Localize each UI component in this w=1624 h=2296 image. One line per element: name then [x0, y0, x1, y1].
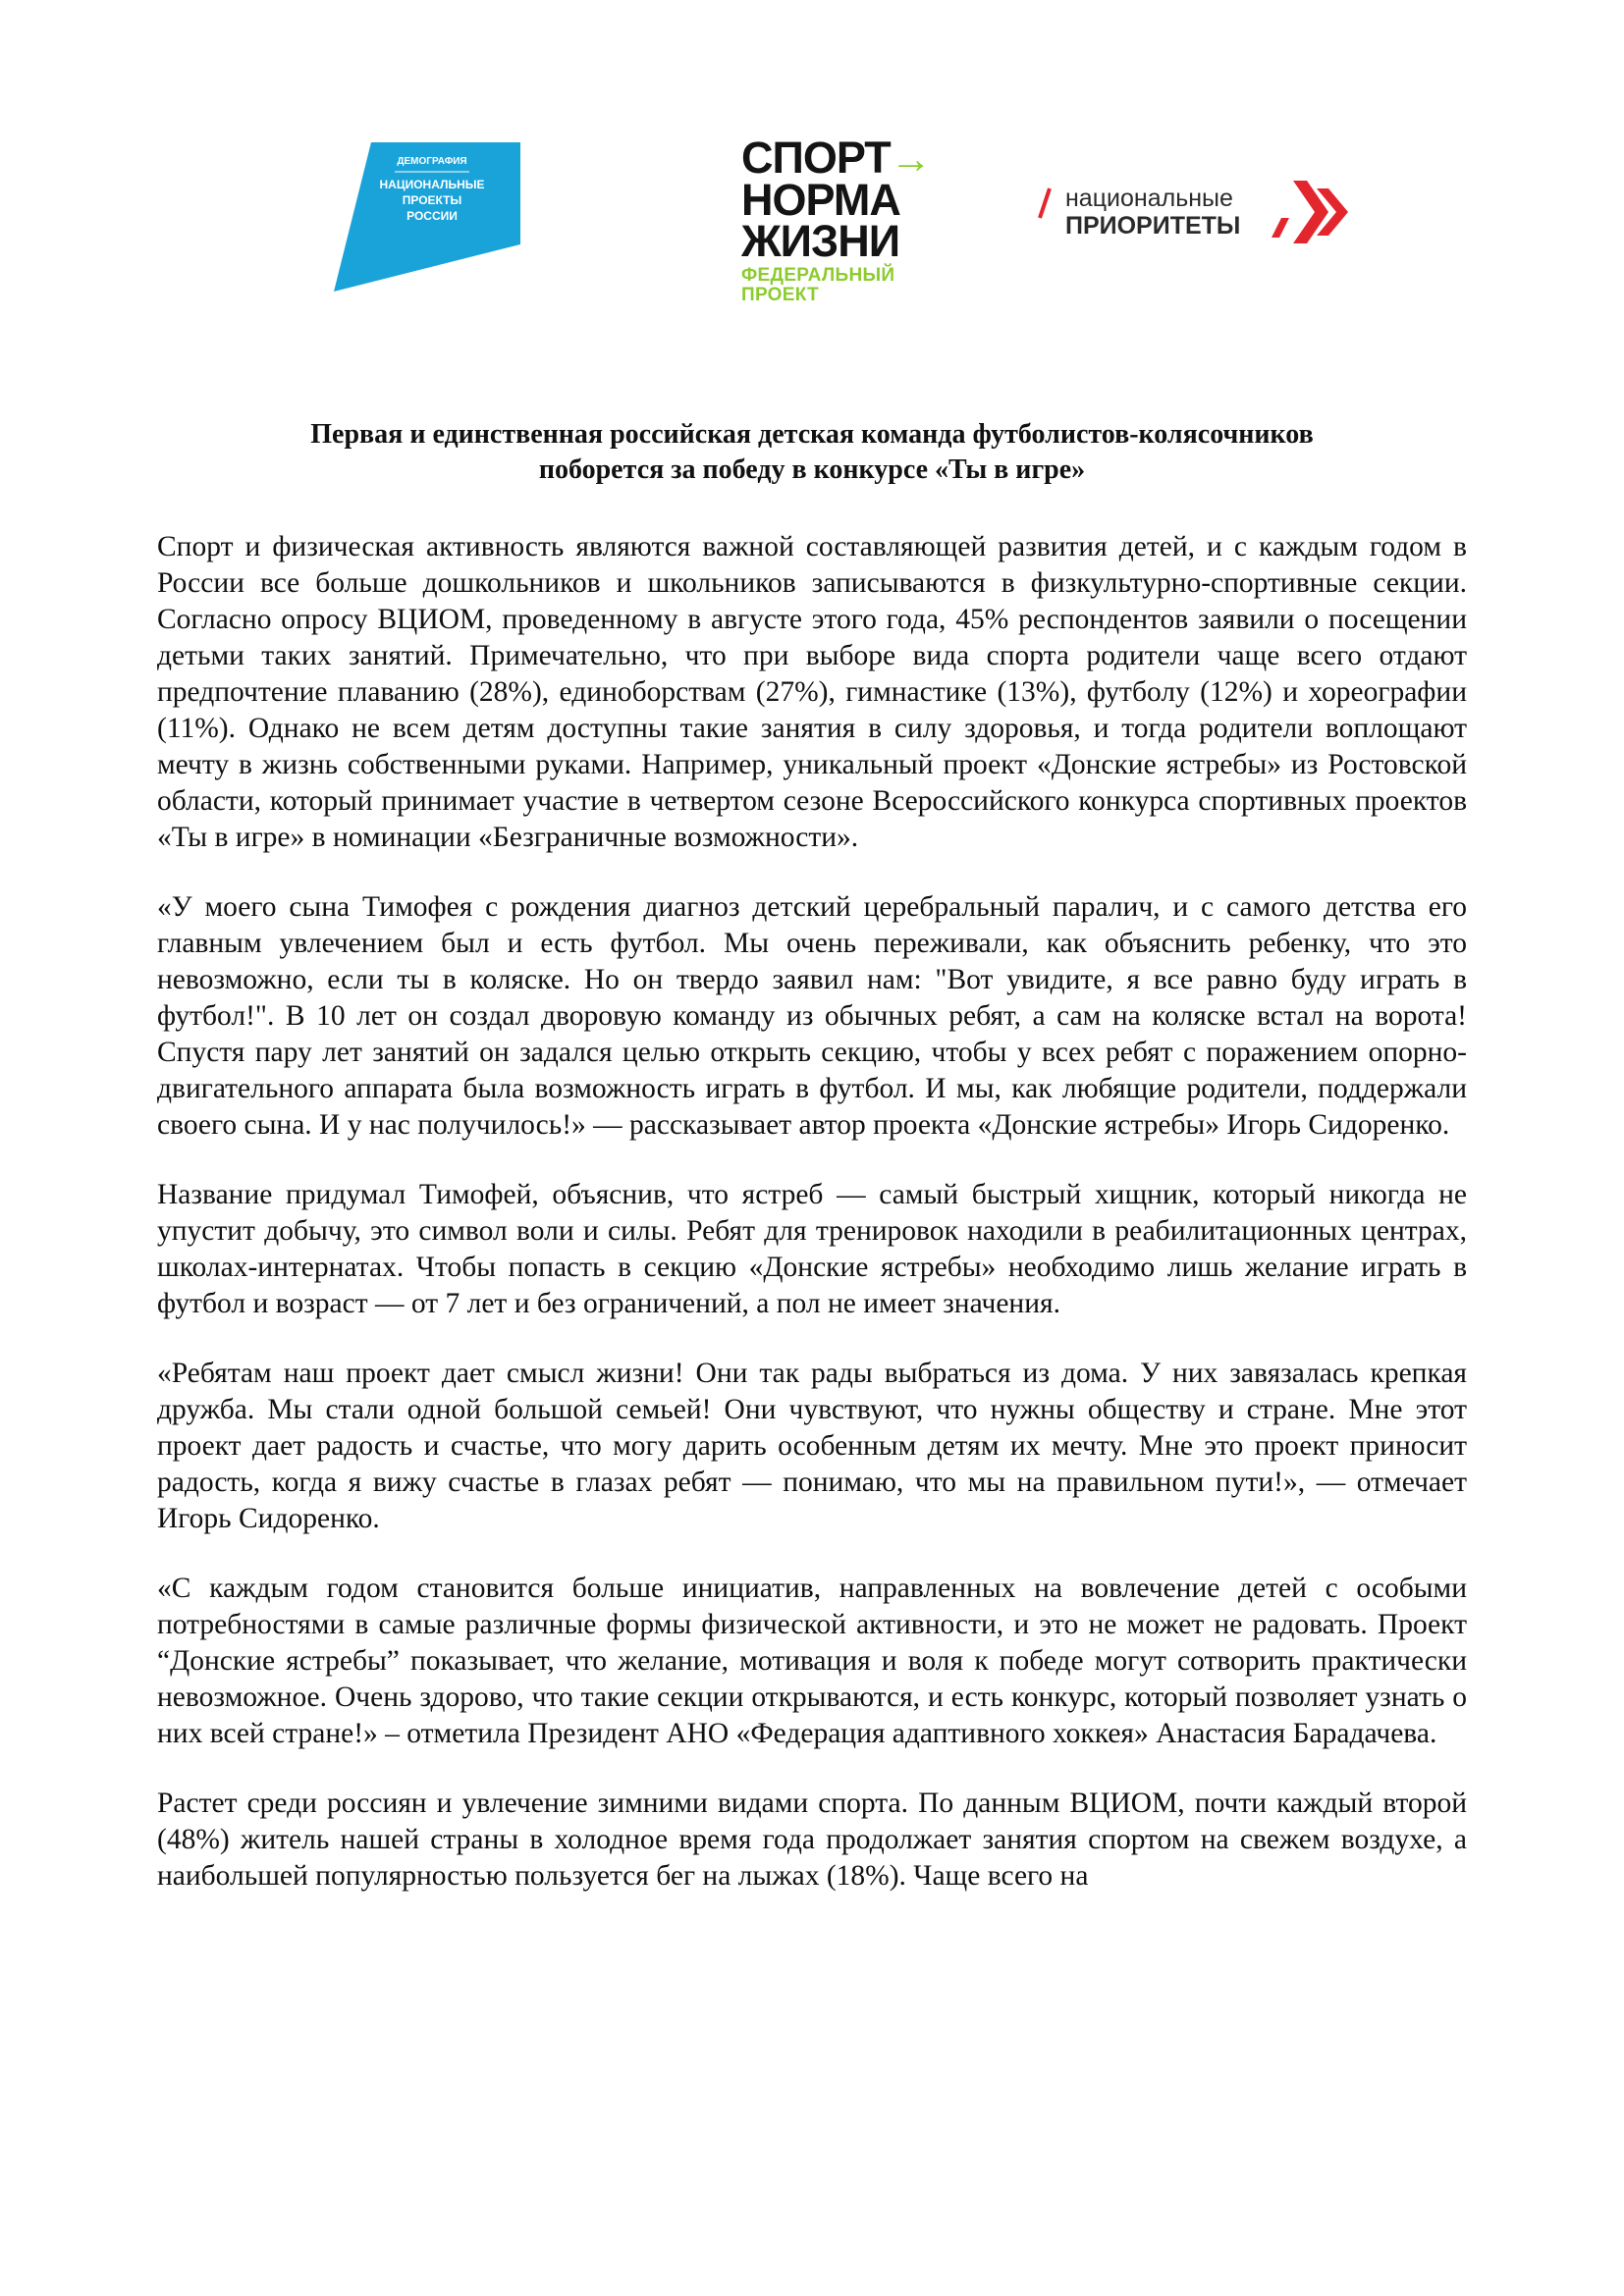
national-priorities-logo	[1036, 179, 1360, 245]
logo-header	[0, 0, 1624, 324]
priorities-chevrons-icon	[1272, 181, 1348, 243]
demografia-line1: НАЦИОНАЛЬНЫЕ	[379, 178, 485, 191]
arrow-right-icon: →	[890, 135, 931, 182]
article-body	[157, 529, 1467, 1895]
sport-line3: ЖИЗНИ	[741, 216, 900, 266]
sport-sub2: ПРОЕКТ	[741, 285, 820, 305]
sport-sub1: ФЕДЕРАЛЬНЫЙ	[741, 265, 895, 286]
demografia-logo	[334, 142, 520, 292]
sport-norma-zhizni-logo	[741, 133, 931, 312]
demografia-line2: ПРОЕКТЫ	[402, 193, 462, 207]
paragraph-quote-sidorenko: «У моего сына Тимофея с рождения диагноз детский церебральный паралич, и с самого детства его главным увлечением был и есть футбол. Мы очень переживали, как объяснить ребенку, что это невозможно, если ты в коляске. Но он твердо заявил нам: "Вот увидите, я все равно буду играть в футбол!". В 10 лет он создал дворовую команду из обычных ребят, а сам на коляске встал на ворота! Спустя пару лет занятий он задался целью открыть секцию, чтобы у всех ребят с поражением опорно-двигательного аппарата была возможность играть в футбол. И мы, как любящие родители, поддержали своего сына. И у нас получилось!» — рассказывает автор проекта «Донские ястребы» Игорь Сидоренко.	[157, 891, 1467, 1141]
priorities-slash-icon	[1040, 188, 1050, 218]
paragraph-winter-sports: Растет среди россиян и увлечение зимними видами спорта. По данным ВЦИОМ, почти каждый второй (48%) житель нашей страны в холодное время года продолжает занятия спортом на свежем воздухе, а наибольшей популярностью пользуется бег на лыжах (18%). Чаще всего на	[157, 1788, 1467, 1892]
sport-word-sport: СПОРТ	[741, 133, 891, 183]
priorities-line1: национальные	[1065, 185, 1233, 212]
demografia-label: ДЕМОГРАФИЯ	[397, 156, 467, 167]
title-line2: поборется за победу в конкурсе «Ты в игре»	[538, 454, 1086, 485]
sport-line1	[741, 133, 931, 183]
sport-federal-label	[741, 266, 908, 305]
page-title	[157, 417, 1467, 488]
paragraph-quote-project: «Ребятам наш проект дает смысл жизни! Они так рады выбраться из дома. У них завязалась крепкая дружба. Мы стали одной большой семьей! Они чувствуют, что нужны обществу и стране. Мне этот проект дает радость и счастье, что могу дарить особенным детям их мечту. Мне это проект приносит радость, когда я вижу счастье в глазах ребят — понимаю, что мы на правильном пути!», — отмечает Игорь Сидоренко.	[157, 1358, 1467, 1534]
demografia-line3: РОССИИ	[406, 209, 458, 223]
paragraph-quote-baradacheva: «С каждым годом становится больше инициатив, направленных на вовлечение детей с особыми потребностями в самые различные формы физической активности, и это не может не радовать. Проект “Донские ястребы” показывает, что желание, мотивация и воля к победе могут сотворить практически невозможное. Очень здорово, что такие секции открываются, и есть конкурс, который позволяет узнать о них всей стране!» – отметила Президент АНО «Федерация адаптивного хоккея» Анастасия Барадачева.	[157, 1573, 1467, 1749]
title-line1: Первая и единственная российская детская команда футболистов-колясочников	[310, 419, 1314, 450]
sport-line2: НОРМА	[741, 175, 900, 225]
priorities-line2: ПРИОРИТЕТЫ	[1065, 212, 1241, 240]
paragraph-team-name: Название придумал Тимофей, объяснив, что ястреб — самый быстрый хищник, который никогда не упустит добычу, это символ воли и силы. Ребят для тренировок находили в реабилитационных центрах, школах-интернатах. Чтобы попасть в секцию «Донские ястребы» необходимо лишь желание играть в футбол и возраст — от 7 лет и без ограничений, а пол не имеет значения.	[157, 1179, 1467, 1319]
paragraph-intro: Спорт и физическая активность являются важной составляющей развития детей, и с каждым годом в России все больше дошкольников и школьников записываются в физкультурно-спортивные секции. Согласно опросу ВЦИОМ, проведенному в августе этого года, 45% респондентов заявили о посещении детьми таких занятий. Примечательно, что при выборе вида спорта родители чаще всего отдают предпочтение плаванию (28%), единоборствам (27%), гимнастике (13%), футболу (12%) и хореографии (11%). Однако не всем детям доступны такие занятия в силу здоровья, и тогда родители воплощают мечту в жизнь собственными руками. Например, уникальный проект «Донские ястребы» из Ростовской области, который принимает участие в четвертом сезоне Всероссийского конкурса спортивных проектов «Ты в игре» в номинации «Безграничные возможности».	[157, 531, 1467, 853]
